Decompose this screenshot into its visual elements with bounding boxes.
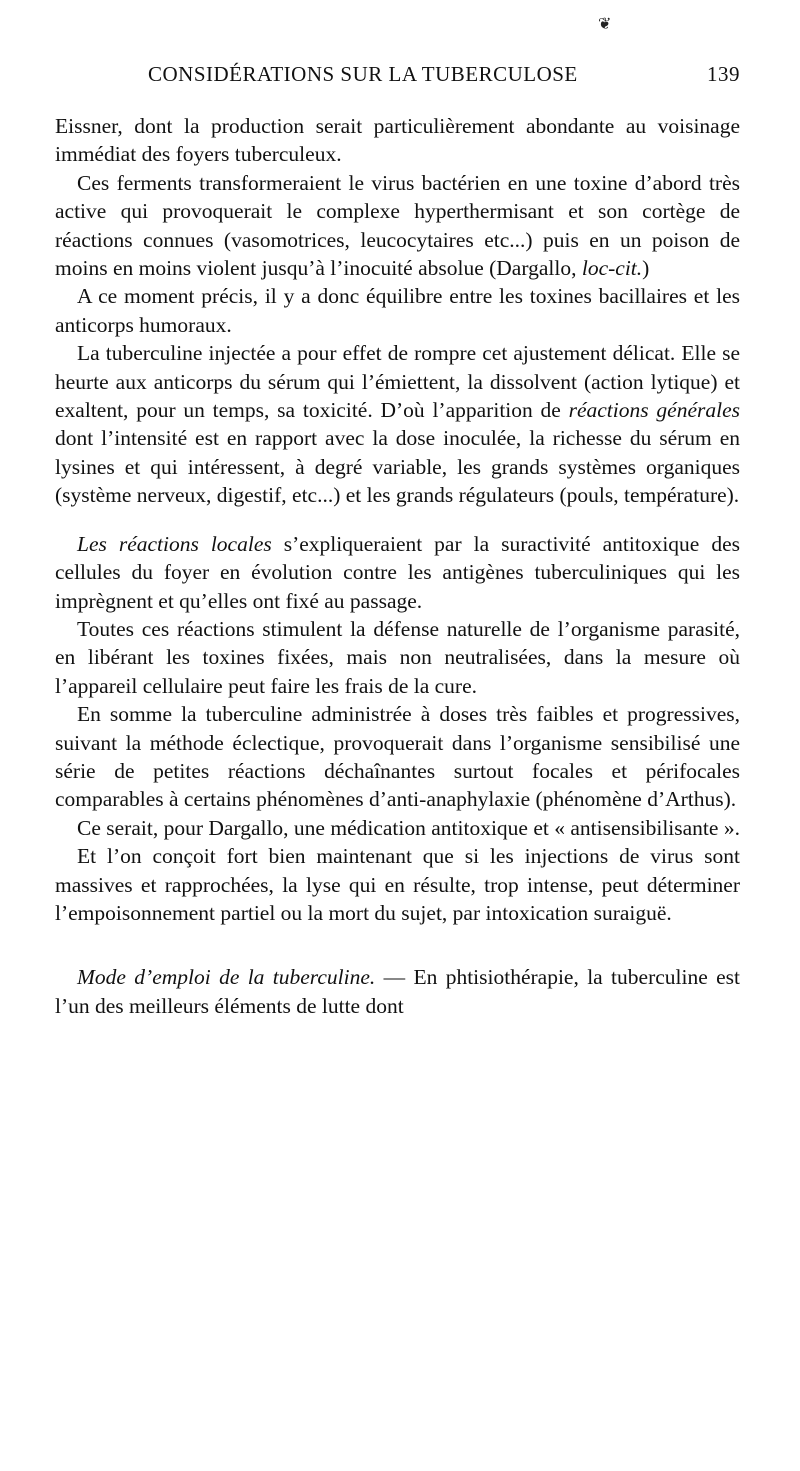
- paragraph: En somme la tuberculine administrée à doses très faibles et progressives, suivant la méthode éclectique, provoquerait dans l’organisme sensibilisé une série de petites réactions déchaînantes surtout focales et périfocales comparables à certains phénomènes d’anti-anaphylaxie (phénomène d’Arthus).: [55, 702, 740, 812]
- paragraph: Toutes ces réactions stimulent la défense naturelle de l’organisme parasité, en libérant les toxines fixées, mais non neutralisées, dans la mesure où l’appareil cellulaire peut faire les frais de la cure.: [55, 616, 740, 698]
- paragraph: Eissner, dont la production serait particulièrement abondante au voisinage immédiat des foyers tuberculeux.: [55, 114, 740, 167]
- paragraph: A ce moment précis, il y a donc équilibre entre les toxines bacillaires et les anticorps humoraux.: [55, 284, 740, 337]
- page-number: 139: [707, 62, 740, 86]
- emphasis: réactions générales: [568, 398, 740, 423]
- section-start-paragraph: Mode d’emploi de la tuberculine. — En phtisiothérapie, la tuberculine est l’un des meilleurs éléments de lutte dont: [55, 965, 740, 1018]
- paragraph: Ce serait, pour Dargallo, une médication antitoxique et « antisensibilisante ».: [77, 815, 740, 840]
- section-heading: Mode d’emploi de la tuberculine.: [77, 965, 376, 990]
- citation: loc-cit.: [581, 256, 643, 281]
- paragraph: Les réactions locales s’expliqueraient par la suractivité antitoxique des cellules du foyer en évolution contre les antigènes tuberculiniques qui les imprègnent et qu’elles ont fixé au passage.: [55, 531, 740, 613]
- paragraph: Et l’on conçoit fort bien maintenant que si les injections de virus sont massives et rapprochées, la lyse qui en résulte, trop intense, peut déterminer l’empoisonnement partiel ou la mort du sujet, par intoxication suraiguë.: [55, 844, 740, 925]
- body-text: [55, 112, 740, 1020]
- emphasis: Les réactions locales: [77, 531, 272, 556]
- paragraph: La tuberculine injectée a pour effet de rompre cet ajustement délicat. Elle se heurte aux anticorps du sérum qui l’émiettent, la dissolvent (action lytique) et exaltent, pour un temps, sa toxicité. D’où l’apparition de réactions générales dont l’intensité est en rapport avec la dose inoculée, la richesse du sérum en lysines et qui intéressent, à degré variable, les grands systèmes organiques (système nerveux, digestif, etc...) et les grands régulateurs (pouls, température).: [55, 341, 740, 508]
- running-header: [60, 62, 740, 92]
- ink-speck-mark: ❦: [598, 14, 612, 33]
- paragraph: Ces ferments transformeraient le virus bactérien en une toxine d’abord très active qui provoquerait le complexe hyperthermisant et son cortège de réactions connues (vasomotrices, leucocytaires etc...) puis en un poison de moins en moins violent jusqu’à l’inocuité absolue (Dargallo, loc-cit.): [55, 170, 740, 281]
- running-title: CONSIDÉRATIONS SUR LA TUBERCULOSE: [148, 62, 578, 86]
